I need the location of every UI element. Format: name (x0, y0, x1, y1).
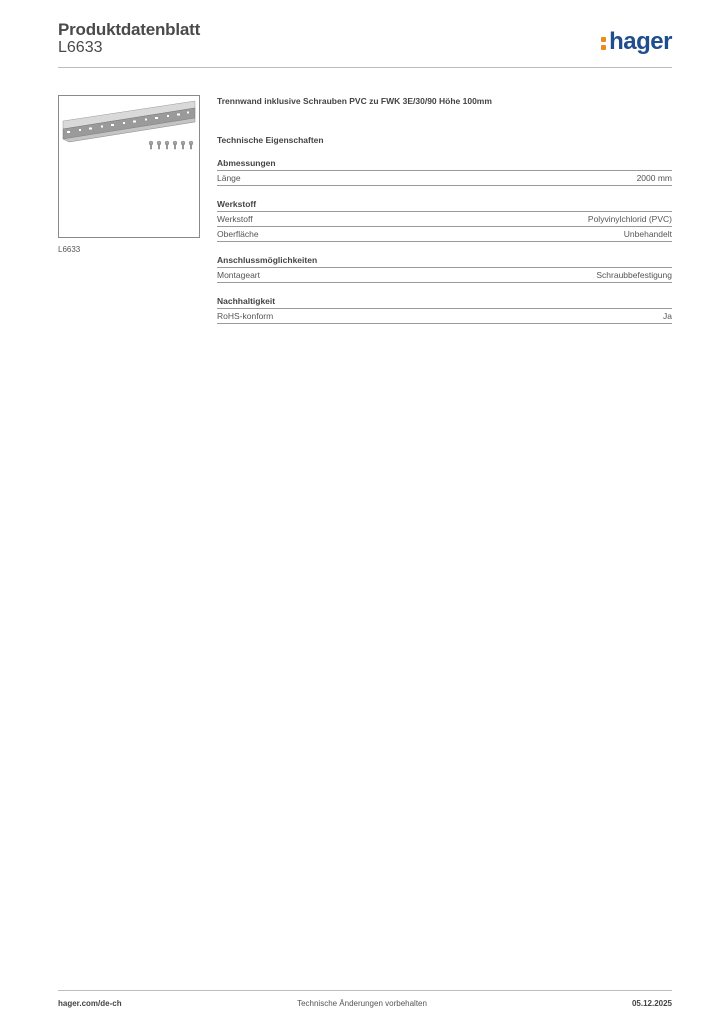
spec-value: Schraubbefestigung (596, 270, 672, 280)
section-heading: Technische Eigenschaften (217, 135, 324, 145)
doc-title: Produktdatenblatt (58, 20, 201, 39)
spec-group-title: Nachhaltigkeit (217, 296, 672, 309)
spec-group-anschluss (217, 255, 672, 283)
footer-divider (58, 990, 672, 991)
spec-label: Länge (217, 173, 241, 183)
logo-wordmark: hager (609, 28, 672, 55)
header-divider (58, 67, 672, 68)
spec-row (217, 227, 672, 242)
spec-row (217, 171, 672, 186)
spec-label: RoHS-konform (217, 311, 274, 321)
spec-group-abmessungen (217, 158, 672, 186)
spec-label: Werkstoff (217, 214, 253, 224)
hager-logo (601, 28, 672, 56)
product-image (58, 95, 200, 238)
spec-label: Montageart (217, 270, 260, 280)
footer-notice: Technische Änderungen vorbehalten (297, 999, 427, 1008)
spec-group-title: Werkstoff (217, 199, 672, 212)
spec-group-title: Abmessungen (217, 158, 672, 171)
product-description: Trennwand inklusive Schrauben PVC zu FWK 3E/30/90 Höhe 100mm (217, 96, 492, 106)
spec-label: Oberfläche (217, 229, 259, 239)
spec-value: Unbehandelt (623, 229, 672, 239)
footer-website-link[interactable]: hager.com/de-ch (58, 999, 122, 1008)
spec-group-werkstoff (217, 199, 672, 242)
spec-value: Ja (663, 311, 672, 321)
spec-row (217, 309, 672, 324)
spec-content (217, 96, 672, 324)
footer-date: 05.12.2025 (631, 999, 672, 1008)
spec-group-nachhaltigkeit (217, 296, 672, 324)
partition-wall-illustration (59, 96, 199, 237)
doc-subtitle: L6633 (58, 39, 103, 56)
spec-row (217, 268, 672, 283)
spec-value: 2000 mm (636, 173, 672, 183)
spec-group-title: Anschlussmöglichkeiten (217, 255, 672, 268)
spec-value: Polyvinylchlorid (PVC) (587, 214, 672, 224)
image-caption: L6633 (58, 245, 81, 254)
spec-row (217, 212, 672, 227)
logo-dots-icon (601, 33, 607, 51)
